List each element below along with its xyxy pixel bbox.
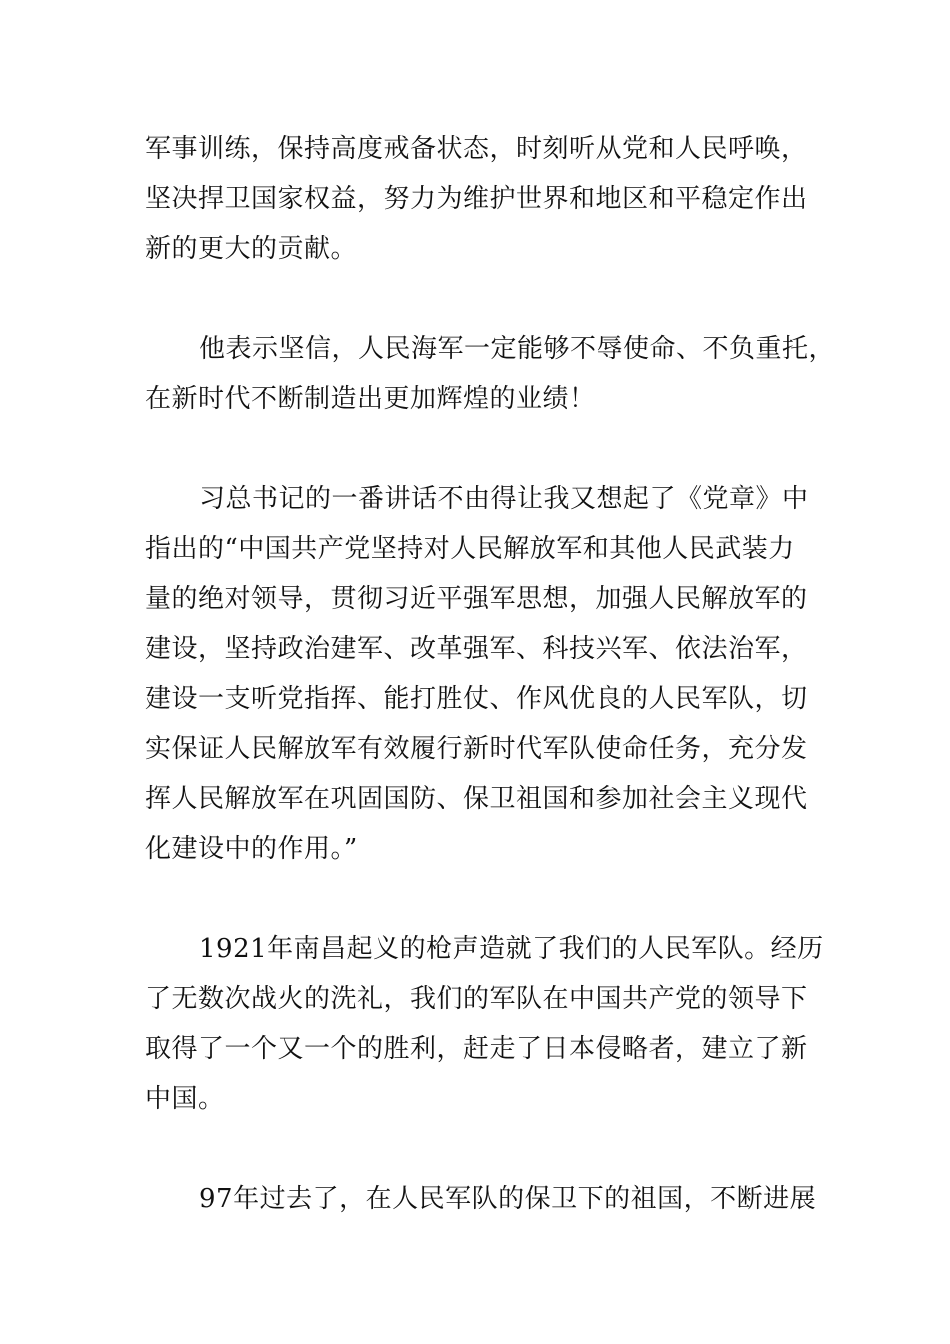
- paragraph-line: 了无数次战火的洗礼，我们的军队在中国共产党的领导下: [145, 984, 808, 1014]
- paragraph-line: 习总书记的一番讲话不由得让我又想起了《党章》中: [199, 484, 809, 514]
- paragraph-line: 坚决捍卫国家权益，努力为维护世界和地区和平稳定作出: [145, 184, 808, 214]
- paragraph-line: 建设一支听党指挥、能打胜仗、作风优良的人民军队，切: [145, 684, 808, 714]
- paragraph-5: [145, 1174, 815, 1224]
- paragraph-line: 取得了一个又一个的胜利，赶走了日本侵略者，建立了新: [145, 1034, 808, 1064]
- paragraph-line: 新的更大的贡献。: [145, 234, 358, 264]
- paragraph-line: 他表示坚信，人民海军一定能够不辱使命、不负重托，: [199, 334, 836, 364]
- paragraph-4: [145, 924, 824, 1124]
- paragraph-line: 量的绝对领导，贯彻习近平强军思想，加强人民解放军的: [145, 584, 808, 614]
- paragraph-line: 在新时代不断制造出更加辉煌的业绩！: [145, 384, 596, 414]
- paragraph-line: 军事训练，保持高度戒备状态，时刻听从党和人民呼唤，: [145, 134, 808, 164]
- paragraph-1: [145, 124, 815, 274]
- paragraph-line: 97年过去了，在人民军队的保卫下的祖国，不断进展: [199, 1184, 817, 1214]
- paragraph-line: 建设，坚持政治建军、改革强军、科技兴军、依法治军，: [145, 634, 808, 664]
- paragraph-line: 挥人民解放军在巩固国防、保卫祖国和参加社会主义现代: [145, 784, 808, 814]
- paragraph-line: 化建设中的作用。”: [145, 834, 358, 864]
- document-body: [145, 124, 836, 1274]
- paragraph-line: 实保证人民解放军有效履行新时代军队使命任务，充分发: [145, 734, 808, 764]
- paragraph-line: 指出的“中国共产党坚持对人民解放军和其他人民武装力: [145, 534, 795, 564]
- paragraph-3: [145, 474, 815, 874]
- paragraph-line: 1921年南昌起义的枪声造就了我们的人民军队。经历: [199, 934, 824, 964]
- paragraph-2: [145, 324, 836, 424]
- paragraph-line: 中国。: [145, 1084, 225, 1114]
